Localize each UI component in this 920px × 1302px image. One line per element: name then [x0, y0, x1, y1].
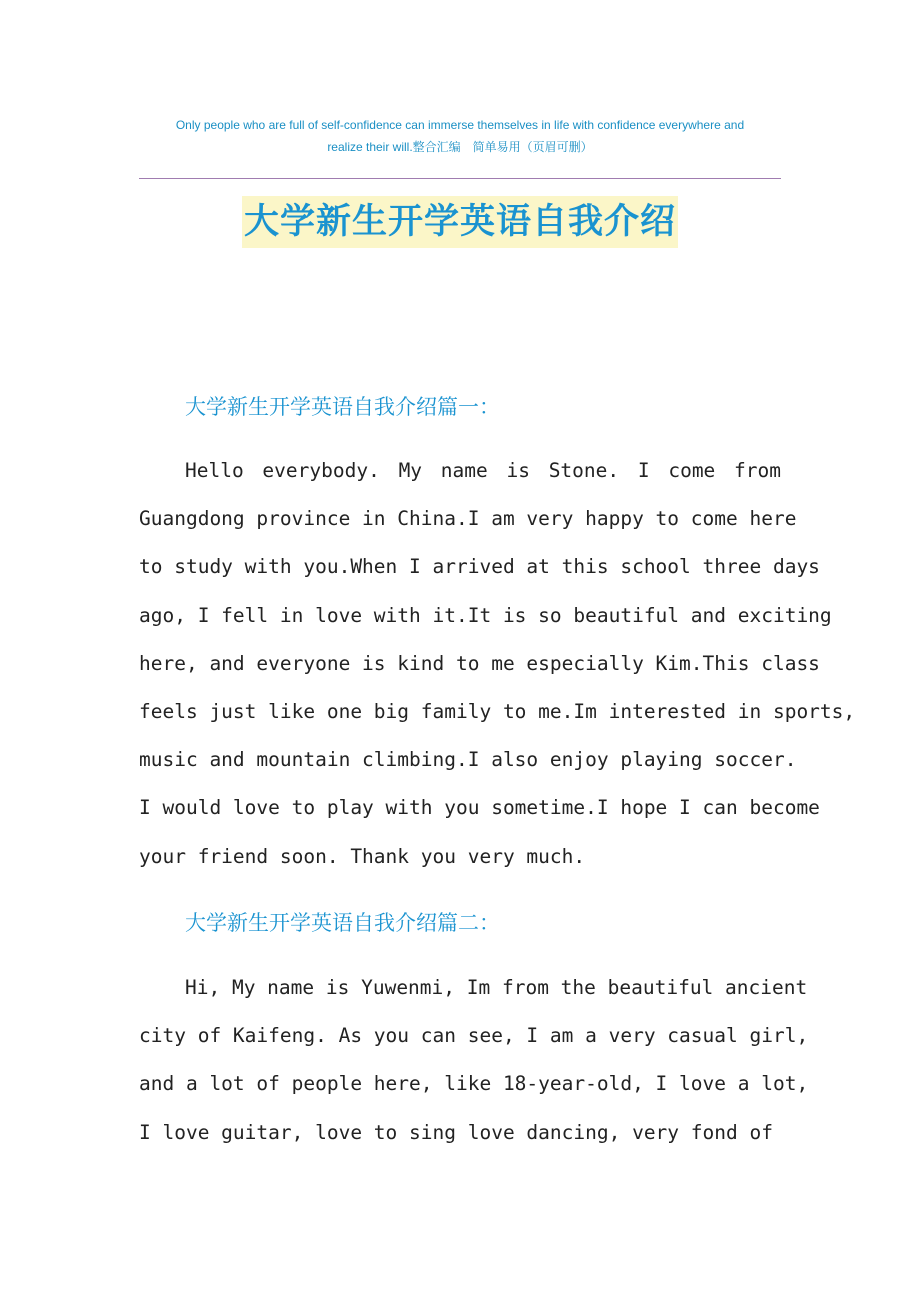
section-paragraph-2 [139, 964, 809, 1157]
paragraph-line: ago, I fell in love with it.It is so beautiful and exciting [139, 603, 832, 627]
header-line-1: Only people who are full of self-confidence can immerse themselves in life with confidence everywhere and [175, 118, 745, 132]
paragraph-line: feels just like one big family to me.Im interested in sports, [139, 699, 856, 723]
paragraph-line: Guangdong province in China.I am very happy to come here [139, 507, 797, 531]
section-heading-2: 大学新生开学英语自我介绍篇二： [185, 911, 500, 935]
header-divider [139, 178, 781, 179]
page-header [139, 114, 781, 158]
section-paragraph-1 [139, 447, 856, 881]
paragraph-line: to study with you.When I arrived at this school three days [139, 555, 820, 579]
paragraph-line: I love guitar, love to sing love dancing, very fond of [139, 1120, 773, 1144]
document-title: 大学新生开学英语自我介绍 [242, 196, 678, 248]
paragraph-line: Hi, My name is Yuwenmi, Im from the beautiful ancient [185, 976, 808, 999]
paragraph-line: I would love to play with you sometime.I hope I can become [139, 796, 820, 820]
paragraph-line: here, and everyone is kind to me especially Kim.This class [139, 651, 820, 675]
paragraph-line: and a lot of people here, like 18-year-old, I love a lot, [139, 1072, 809, 1096]
title-container [0, 196, 920, 248]
header-line-2: realize their will.整合汇编 简单易用（页眉可删） [327, 140, 593, 154]
paragraph-line: music and mountain climbing.I also enjoy playing soccer. [139, 748, 797, 772]
paragraph-line: city of Kaifeng. As you can see, I am a very casual girl, [139, 1024, 809, 1048]
paragraph-line: your friend soon. Thank you very much. [139, 844, 586, 868]
section-heading-1: 大学新生开学英语自我介绍篇一： [185, 395, 500, 419]
paragraph-line: Hello everybody. My name is Stone. I come from [185, 459, 781, 482]
